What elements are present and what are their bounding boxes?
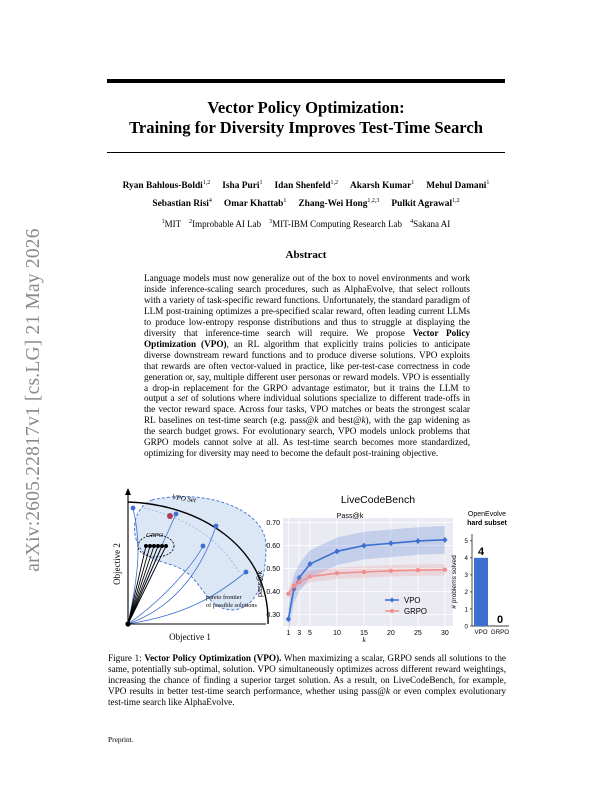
author-name (275, 181, 339, 191)
author-name-text: Omar Khattab (223, 199, 284, 209)
x-tick-label: 1 (286, 630, 291, 637)
legend-label-grpo: GRPO (404, 606, 427, 616)
text-run: Vector Policy Optimization (VPO). (144, 653, 282, 663)
bar-value-label-grpo: 0 (496, 614, 504, 626)
title-line-1: Vector Policy Optimization: (207, 98, 405, 117)
affiliation-name: MIT (164, 219, 182, 229)
vpo-concept-diagram (108, 486, 268, 644)
author-affil-marker: 1 (486, 180, 490, 186)
author-name (350, 181, 414, 191)
text-run: When maximizing a scalar, GRPO sends all solutions to the same, potentially sub-optimal, solution. VPO simultaneously optimizes across different reward weightings, increasing the chance of finding a superior target solution. As a result, on LiveCodeBench, for example, VPO results in better test-time search performance, whether using pass@ (108, 653, 507, 696)
diagram-xlabel: Objective 1 (169, 632, 211, 642)
author-name-text: Isha Puri (222, 181, 260, 191)
x-tick-label: 5 (308, 630, 312, 637)
text-run: and best@ (318, 415, 362, 426)
author-affil-marker: 1,2 (202, 180, 211, 186)
author-affil-marker: 1 (259, 180, 263, 186)
bar-chart-title-line2: hard subset (467, 520, 507, 527)
data-point-grpo (389, 569, 393, 573)
author-name-text: Mehul Damani (426, 181, 487, 191)
author-affil-marker: 1,2 (452, 198, 460, 204)
author-name (298, 199, 379, 209)
author-affil-marker: 1,2 (330, 180, 339, 186)
title-bottom-rule (107, 152, 505, 153)
figure-1 (108, 486, 508, 644)
chart-subtitle: Pass@k (336, 511, 364, 520)
abstract-body (144, 273, 470, 459)
data-point-grpo (286, 592, 290, 596)
bar-y-tick-label: 4 (464, 555, 468, 563)
author-name-text: Akarsh Kumar (350, 181, 412, 191)
origin-point (125, 621, 130, 626)
paper-title (100, 98, 512, 138)
figure-caption (108, 653, 506, 708)
author-list-row-2 (100, 198, 512, 209)
openevolve-bar-chart (451, 486, 511, 644)
livecodebench-line-chart (253, 486, 463, 644)
chart-title: LiveCodeBench (340, 494, 416, 506)
bar-y-axis-label: # problems solved (451, 555, 458, 609)
text-run: of solutions where individual solutions specialize to different trade-offs in the vector reward space. Across four tasks, VPO matches or beats the strongest scalar RL baselines on test-time search (e.g. pass@ (144, 393, 471, 426)
author-name-text: Zhang-Wei Hong (298, 199, 368, 209)
bar-y-tick-label: 5 (464, 538, 468, 546)
author-name (123, 181, 211, 191)
text-run: k (314, 415, 319, 426)
author-name-text: Ryan Bahlous-Boldi (122, 181, 203, 191)
title-line-2: Training for Diversity Improves Test-Time Search (129, 118, 483, 137)
text-run: Figure 1: (108, 653, 145, 663)
text-run: Vector Policy Optimization (VPO) (144, 327, 470, 349)
affiliation (189, 219, 261, 229)
bar-chart-title-line1: OpenEvolve (467, 511, 507, 518)
author-name (391, 199, 459, 209)
abstract-heading: Abstract (285, 249, 327, 261)
y-axis-arrow (125, 488, 131, 495)
affiliation-name: Sakana AI (413, 219, 451, 229)
author-name-text: Idan Shenfeld (274, 181, 331, 191)
legend-marker-grpo (390, 609, 394, 613)
affiliation-marker: 3 (269, 219, 273, 225)
y-axis-label: pass@k (255, 570, 264, 598)
pareto-label-line2: of possible solutions (206, 602, 257, 609)
y-tick-label: 0.30 (266, 612, 280, 620)
text-run: ), with the gap widening as the search budget grows. For evolutionary search, VPO models unlock problems that GRPO models cannot solve at all. As test-time search becomes more standardized, optimizing for diversity may need to become the default post-training objective. (144, 415, 471, 459)
data-point-grpo (335, 571, 339, 575)
author-affil-marker: 4 (208, 198, 212, 204)
bar-value-label-vpo: 4 (477, 545, 485, 558)
affiliation (269, 219, 402, 229)
author-name-text: Sebastian Risi (152, 199, 209, 209)
affiliation-marker: 1 (161, 219, 165, 225)
x-tick-label: 25 (414, 630, 422, 637)
affiliation-name: Improbable AI Lab (192, 219, 262, 229)
bar-vpo (474, 558, 488, 626)
diagram-ylabel: Objective 2 (112, 543, 122, 585)
bar-category-label-vpo: VPO (474, 629, 488, 636)
vpo-set-region (134, 497, 266, 610)
arxiv-id-text: arXiv:2605.22817v1 [cs.LG] 21 May 2026 (23, 228, 44, 572)
author-name (152, 199, 212, 209)
grpo-label: GRPO (146, 532, 164, 539)
target-solution-point (167, 513, 173, 519)
y-tick-label: 0.70 (266, 520, 280, 528)
author-name (426, 181, 489, 191)
bar-category-label-grpo: GRPO (490, 629, 510, 636)
bar-y-tick-label: 3 (464, 572, 468, 580)
bar-y-tick-label: 1 (464, 606, 468, 614)
author-affil-marker: 1 (283, 198, 287, 204)
x-tick-label: 3 (297, 630, 302, 637)
author-name (222, 181, 262, 191)
data-point-grpo (308, 574, 312, 578)
author-list-row-1 (100, 180, 512, 191)
affiliation (410, 219, 450, 229)
y-tick-label: 0.50 (266, 566, 280, 574)
legend-label-vpo: VPO (404, 595, 421, 605)
author-affil-marker: 1 (411, 180, 415, 186)
data-point-grpo (416, 568, 420, 572)
text-run: or even complex evolutionary test-time search like AlphaEvolve. (108, 685, 506, 707)
data-point-grpo (297, 580, 301, 584)
y-tick-label: 0.60 (266, 543, 280, 551)
affiliation-name: MIT-IBM Computing Research Lab (272, 219, 403, 229)
data-point-grpo (292, 584, 296, 588)
author-name (224, 199, 286, 209)
y-tick-label: 0.40 (266, 589, 280, 597)
pareto-label-line1: pareto frontier (206, 594, 242, 601)
text-run: set (177, 393, 188, 404)
affiliations (100, 219, 512, 229)
text-run: , an RL algorithm that explicitly trains policies to anticipate diverse downstream reward functions and to produce diverse solutions. VPO exploits that rewards are often vector-valued in practice, like per-test-case correctness in code generation or, say, multiple different user personas or reward models. VPO is essentially a drop-in replacement for the GRPO advantage estimator, but it trains the LLM to output a (144, 338, 470, 404)
affiliation-marker: 4 (410, 219, 414, 225)
text-run: k (385, 685, 390, 696)
title-top-rule (107, 79, 505, 83)
author-affil-marker: 1,2,3 (367, 198, 380, 204)
bar-y-tick-label: 2 (464, 589, 468, 597)
arxiv-identifier (18, 220, 50, 580)
x-tick-label: 20 (387, 630, 395, 637)
x-tick-label: 15 (360, 630, 368, 637)
x-tick-label: 30 (441, 630, 449, 637)
grpo-rays (128, 546, 166, 624)
author-name-text: Pulkit Agrawal (391, 199, 453, 209)
x-axis-label: k (362, 635, 366, 644)
vpo-set-label: VPO Set (171, 493, 197, 505)
footer-preprint: Preprint. (108, 735, 134, 744)
x-tick-label: 10 (333, 630, 341, 637)
text-run: k (361, 415, 366, 426)
data-point-grpo (362, 570, 366, 574)
affiliation-marker: 2 (189, 219, 193, 225)
text-run: Language models must now generalize out of the box to novel environments and work inside inference-scaling search procedures, such as AlphaEvolve, that select rollouts with a variety of task-specific reward functions. Unfortunately, the standard paradigm of LLM post-training optimizes a pre-specified scalar reward, often leading current LLMs to produce low-entropy response distributions and thus to struggle at displaying the diversity that inference-time search will require. We propose (144, 273, 470, 338)
data-point-grpo (443, 568, 447, 572)
bar-y-tick-label: 0 (464, 623, 468, 631)
affiliation (162, 219, 182, 229)
